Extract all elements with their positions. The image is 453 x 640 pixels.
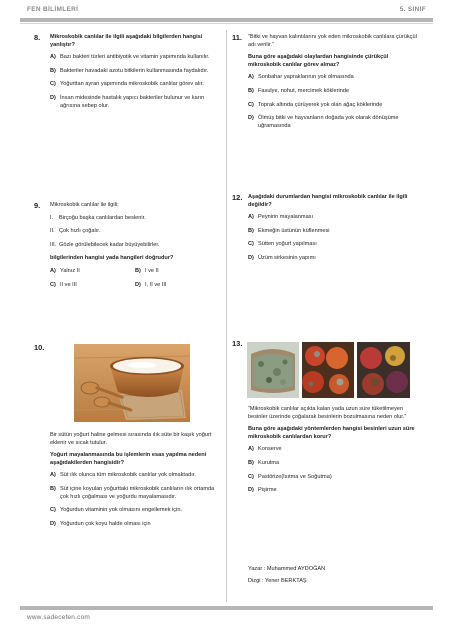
subject-title: FEN BİLİMLERİ (27, 6, 79, 13)
question-number: 11. (232, 33, 243, 42)
option-b[interactable]: B) Bakteriler havadaki azotu bitkilerin kullanmasında faydalıdır. (50, 67, 209, 74)
grade-label: 5. SINIF (399, 6, 426, 13)
question-number: 10. (34, 343, 45, 352)
option-b[interactable]: B) Süt içine koyulan yoğurttaki mikroskobik canlıların ılık ortamda çok hızlı çoğalması ve yoğurdu mayalamasıdır. (50, 485, 215, 500)
statement: III. Gözle görülebilecek kadar büyüyebilirler. (50, 241, 160, 248)
option-b[interactable]: B) Ekmeğin üstünün küflenmesi (248, 227, 330, 234)
question-number: 12. (232, 193, 243, 202)
option-c[interactable]: C) Sütten yoğurt yapılması (248, 241, 317, 248)
header-rule (20, 18, 433, 22)
question-intro: “Mikroskobik canlılar açıkta kalan yada uzun süre tüketilmeyen besinler üzerinde çoğalarak besinlerin bozulmasına neden olur.” (248, 406, 407, 420)
spoiled-food-images (247, 342, 410, 398)
question-stem: Buna göre aşağıdaki olaylardan hangisinde çürükçül mikroskobik canlılar görev almaz? (248, 54, 389, 68)
option-a[interactable]: A) Konserve (248, 446, 282, 453)
yogurt-bowl-image (74, 344, 190, 422)
option-a[interactable]: A) Peynirin mayalanması (248, 214, 314, 221)
option-d[interactable]: D) İnsan midesinde hastalık yapıcı bakteriler bulunur ve karın ağrısına sebep olur. (50, 94, 205, 109)
footer-url[interactable]: www.sadecefen.com (27, 614, 91, 621)
option-c[interactable]: C) Yoğurdun vitaminin yok olmasını engellemek için. (50, 507, 182, 514)
layout-credit: Dizgi : Yener BERKTAŞ (248, 578, 307, 584)
page-header (0, 0, 453, 26)
question-intro: Bir sütün yoğurt haline gelmesi sırasında ılık süte bir kaşık yoğurt eklenir ve sıcak tutulur. (50, 432, 212, 446)
option-d[interactable]: D) I, II ve III (135, 281, 167, 288)
header-rule-thin (20, 23, 433, 24)
option-b[interactable]: B) Kurutma (248, 459, 280, 466)
question-intro: “Bitki ve hayvan kalıntılarını yok eden mikroskobik canlılara çürükçül adı verilir.” (248, 34, 417, 48)
footer-rule (20, 606, 433, 610)
statement: II. Çok hızlı çoğalır. (50, 228, 101, 235)
question-intro: Mikroskobik canlılar ile ilgili; (50, 202, 119, 208)
option-b[interactable]: B) Fasulye, nohut, mercimek köklerinde (248, 87, 350, 94)
statement: I. Birçoğu başka canlılardan beslenir. (50, 214, 146, 221)
option-d[interactable]: D) Üzüm sirkesinin yapımı (248, 254, 316, 261)
option-a[interactable]: A) Yalnız II (50, 267, 80, 274)
option-a[interactable]: A) Bazı bakteri türleri antibiyotik ve vitamin yapımında kullanılır. (50, 54, 210, 61)
question-number: 9. (34, 201, 41, 210)
option-d[interactable]: D) Pişirme (248, 487, 277, 494)
option-b[interactable]: B) I ve II (135, 267, 159, 274)
column-divider (226, 30, 227, 602)
option-a[interactable]: A) Sonbahar yapraklarının yok olmasında (248, 74, 354, 81)
question-stem: Aşağıdaki durumlardan hangisi mikroskobik canlılar ile ilgili değildir? (248, 194, 408, 208)
author-credit: Yazar : Muhammed AYDOĞAN (248, 566, 326, 572)
option-c[interactable]: C) II ve III (50, 281, 77, 288)
option-c[interactable]: C) Pastörize(Isıtma ve Soğutma) (248, 473, 332, 480)
option-d[interactable]: D) Yoğurdun çok koyu halde olması için (50, 520, 151, 527)
question-number: 8. (34, 33, 41, 42)
option-d[interactable]: D) Ölmüş bitki ve hayvanların doğada yok olarak dönüşüme uğramasında (248, 115, 399, 129)
question-stem: Mikroskobik canlılar ile ilgili aşağıdaki bilgilerden hangisi yanlıştır? (50, 34, 203, 48)
option-c[interactable]: C) Yoğurttan ayran yapımında mikroskobik canlılar görev alır. (50, 81, 204, 88)
question-number: 13. (232, 339, 243, 348)
option-c[interactable]: C) Toprak altında çürüyerek yok olan ağaç köklerinde (248, 101, 383, 108)
question-stem: Yoğurt mayalanmasında bu işlemlerin esas yapılma nedeni aşağıdakilerden hangisidir? (50, 452, 207, 466)
option-a[interactable]: A) Süt ılık olunca tüm mikroskobik canlılar yok olmaktadır. (50, 472, 196, 479)
question-stem: bilgilerinden hangisi yada hangileri doğrudur? (50, 255, 174, 262)
question-stem: Buna göre aşağıdaki yöntemlerden hangisi besinleri uzun süre mikroskobik canlılardan korur? (248, 426, 415, 440)
